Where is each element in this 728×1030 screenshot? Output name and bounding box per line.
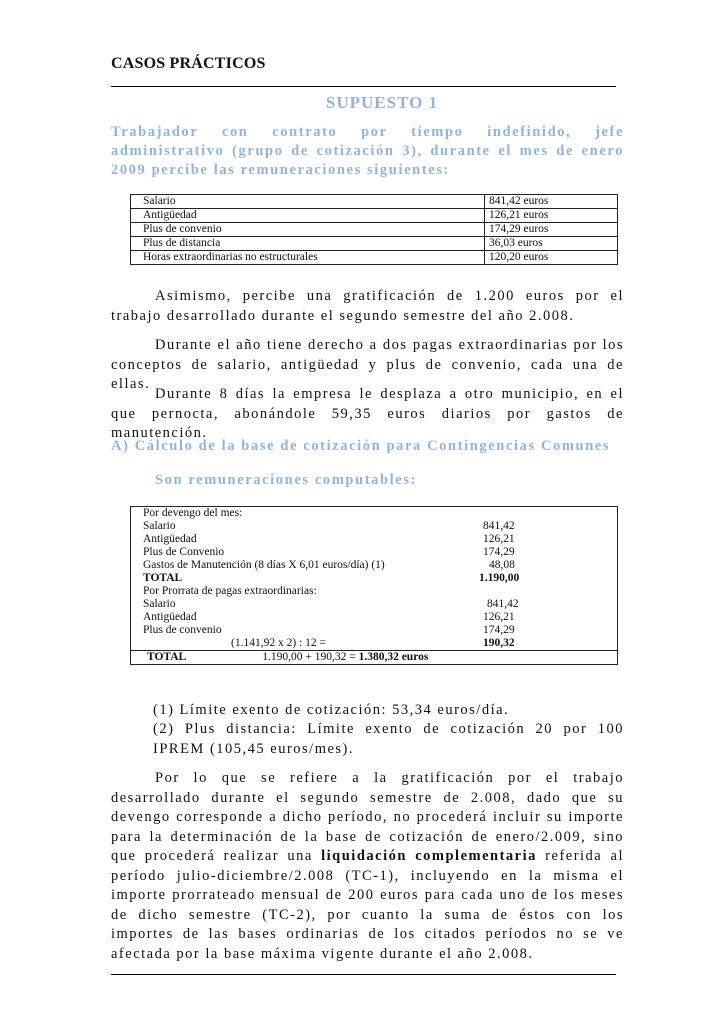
table-row — [131, 559, 618, 572]
total-value: 1.190,00 — [479, 572, 520, 584]
paragraph-pagas: Durante el año tiene derecho a dos pagas extraordinarias por los conceptos de salario, antigüedad y plus de convenio, cada una de ellas. — [111, 337, 624, 392]
row-value: 36,03 euros — [485, 237, 618, 251]
section-a-title: A) Cálculo de la base de cotización para Contingencias Comunes — [111, 438, 611, 454]
row-value: 120,20 euros — [485, 251, 618, 265]
row-value: 841,42 euros — [485, 195, 618, 209]
grand-total-result: 1.380,32 euros — [358, 651, 429, 663]
row-value: 48,08 — [489, 559, 515, 571]
row-value: 126,21 — [483, 533, 515, 545]
row-value: 126,21 euros — [485, 209, 618, 223]
row-label: Antigüedad — [131, 209, 485, 223]
row-label: Plus de convenio — [143, 624, 222, 636]
table-row — [131, 611, 618, 624]
row-value: 174,29 — [483, 624, 515, 636]
paragraph-part-2: referida al período julio-diciembre/2.008 (TC-1), incluyendo en la misma el importe prorrateado mensual de 200 euros para cada uno de los meses de dicho semestre (TC-2), por cuanto la suma de éstos con los importes de las bases ordinarias de los citados períodos no se ve afectada por la base máxima vigente durante el año 2.008. — [111, 848, 624, 962]
table-row — [131, 507, 618, 521]
section-a-subtitle: Son remuneraciones computables: — [155, 472, 417, 488]
row-value: 126,21 — [483, 611, 515, 623]
row-label: Salario — [143, 598, 176, 610]
document-title: CASOS PRÁCTICOS — [111, 55, 266, 72]
row-label: Plus de convenio — [131, 223, 485, 237]
prorrata-header: Por Prorrata de pagas extraordinarias: — [143, 585, 317, 597]
row-label: Plus de Convenio — [143, 546, 225, 558]
row-value: 174,29 — [483, 546, 515, 558]
formula-row — [131, 637, 618, 651]
grand-total-cell — [131, 651, 618, 665]
case-description: Trabajador con contrato por tiempo indefinido, jefe administrativo (grupo de cotización 3), durante el mes de enero 2009 percibe las remuneraciones siguientes: — [111, 124, 624, 178]
row-label: Salario — [131, 195, 485, 209]
paragraph-bold-term: liquidación complementaria — [321, 848, 537, 864]
table-row — [131, 546, 618, 559]
row-label: Salario — [143, 520, 176, 532]
row-label: Horas extraordinarias no estructurales — [131, 251, 485, 265]
table-row — [131, 209, 618, 223]
grand-total-expression: 1.190,00 + 190,32 = — [262, 651, 359, 663]
row-label: Gastos de Manutención (8 días X 6,01 euros/día) (1) — [143, 559, 385, 571]
grand-total-label: TOTAL — [147, 651, 187, 663]
devengo-header: Por devengo del mes: — [143, 507, 243, 519]
table-row — [131, 598, 618, 611]
formula-value: 190,32 — [469, 637, 618, 651]
header-rule — [111, 86, 616, 87]
grand-total-row — [131, 651, 618, 665]
paragraph-part-1: Por lo que se refiere a la gratificación por el trabajo desarrollado durante el segundo semestre de 2.008, dado que su devengo corresponde a dicho período, no procederá incluir su importe para la determinación de la base de cotización de enero/2.009, sino que procederá realizar una — [111, 770, 624, 864]
table-row — [131, 223, 618, 237]
note-2: (2) Plus distancia: Límite exento de cotización 20 por 100 IPREM (105,45 euros/mes). — [153, 721, 624, 757]
footer-rule — [111, 974, 616, 975]
paragraph-desplazamiento: Durante 8 días la empresa le desplaza a otro municipio, en el que pernocta, abonándole 59,35 euros diarios por gastos de manutención. — [111, 386, 624, 441]
row-label: Antigüedad — [143, 533, 197, 545]
remuneration-table — [130, 194, 618, 265]
formula-expression: (1.141,92 x 2) : 12 = — [131, 637, 470, 651]
table-row — [131, 195, 618, 209]
table-row — [131, 251, 618, 265]
total-row — [131, 572, 618, 585]
table-row — [131, 520, 618, 533]
note-1: (1) Límite exento de cotización: 53,34 euros/día. — [153, 702, 510, 718]
row-value: 174,29 euros — [485, 223, 618, 237]
table-row — [131, 533, 618, 546]
row-label: Antigüedad — [143, 611, 197, 623]
row-value: 841,42 — [487, 598, 519, 610]
case-heading: SUPUESTO 1 — [325, 93, 439, 112]
row-value: 841,42 — [483, 520, 515, 532]
row-label: Plus de distancia — [131, 237, 485, 251]
table-row — [131, 237, 618, 251]
table-row — [131, 624, 618, 637]
paragraph-gratificacion: Asimismo, percibe una gratificación de 1.200 euros por el trabajo desarrollado durante el segundo semestre del año 2.008. — [111, 288, 624, 324]
total-label: TOTAL — [143, 572, 183, 584]
paragraph-liquidacion — [111, 769, 624, 964]
base-calculation-table — [130, 506, 618, 665]
table-row — [131, 585, 618, 598]
